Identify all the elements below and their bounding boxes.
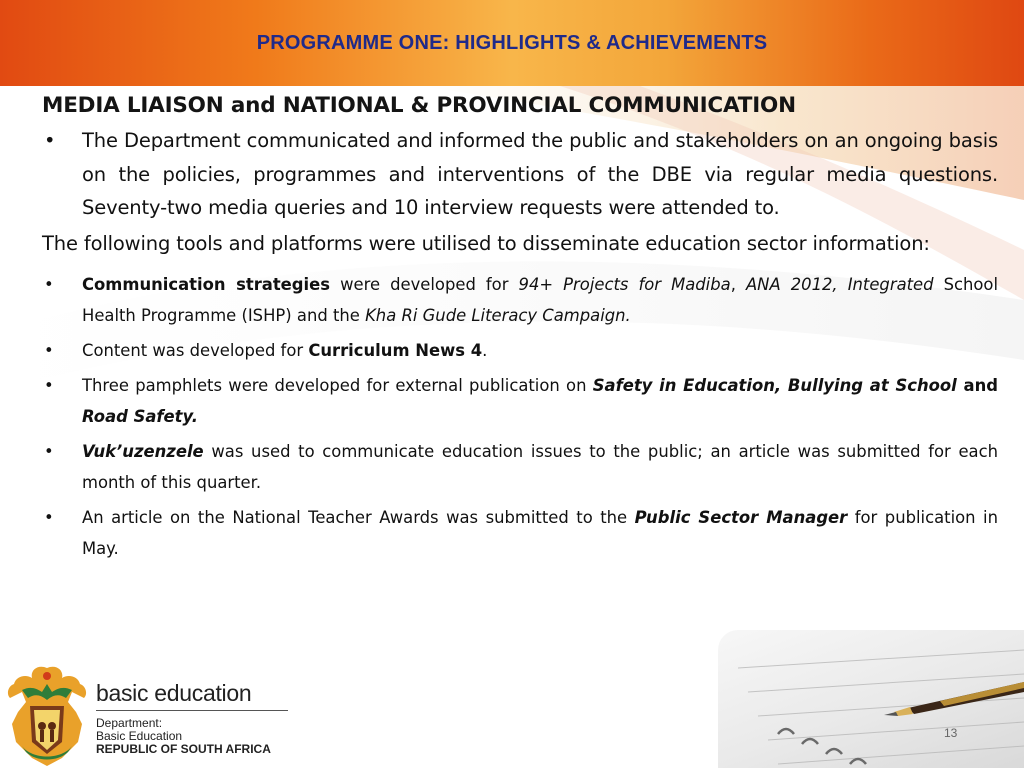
coat-of-arms-icon <box>2 662 92 768</box>
bullet-marker: • <box>44 340 54 360</box>
logo-line-basic-education: Basic Education <box>96 729 183 743</box>
page-number: 13 <box>944 726 958 740</box>
bullet-marker: • <box>44 441 54 461</box>
bullet-text: Three pamphlets were developed for external publication on <box>82 375 593 395</box>
logo-line-department: Department: <box>96 716 163 730</box>
bullet-bold-text: and <box>956 375 999 395</box>
bullet-text: were developed for <box>330 274 519 294</box>
bullet-bold-italic-text: Public Sector Manager <box>634 507 848 527</box>
bullet-bold-italic-text: Road Safety. <box>82 406 198 426</box>
bullet-text: Content was developed for <box>82 340 309 360</box>
intro-paragraph: The following tools and platforms were utilised to disseminate education sector information: <box>42 231 930 255</box>
bullet-text: . <box>482 340 488 360</box>
slide-body <box>42 90 998 564</box>
bullet-marker: • <box>44 375 54 395</box>
bullet-pamphlets <box>42 370 998 432</box>
bullet-vukuzenzele <box>42 436 998 498</box>
section-heading: MEDIA LIAISON and NATIONAL & PROVINCIAL COMMUNICATION <box>42 93 796 118</box>
notebook-pen-image <box>718 630 1024 768</box>
bullet-bold-italic-text: Vuk’uzenzele <box>82 441 204 461</box>
title-bar <box>0 0 1024 86</box>
bullet-italic-text: 94+ Projects for Madiba <box>518 274 731 294</box>
bullet-bold-text: Curriculum News 4 <box>308 340 483 360</box>
bullet-text: for publication in May. <box>82 507 998 558</box>
logo-wordmark: basic education <box>96 680 252 706</box>
bullet-bold-italic-text: Safety in Education, Bullying at School <box>592 375 957 395</box>
bullet-bold-text: Communication strategies <box>82 274 331 294</box>
logo-line-republic: REPUBLIC OF SOUTH AFRICA <box>96 742 271 756</box>
bullet-text: An article on the National Teacher Awards was submitted to the <box>82 507 635 527</box>
logo-divider <box>96 710 288 711</box>
bullet-communication-strategies <box>42 269 998 331</box>
bullet-curriculum-news <box>42 335 998 366</box>
bullet-italic-text: Kha Ri Gude Literacy Campaign. <box>365 305 631 325</box>
bullet-marker: • <box>44 129 56 152</box>
intro-bullet <box>42 124 998 225</box>
bullet-text: , <box>730 274 746 294</box>
bullet-teacher-awards <box>42 502 998 564</box>
bullet-text: School Health Programme (ISHP) and the <box>82 274 999 325</box>
slide-title: PROGRAMME ONE: HIGHLIGHTS & ACHIEVEMENTS <box>256 32 768 54</box>
department-logo <box>0 662 300 768</box>
bullet-marker: • <box>44 274 54 294</box>
bullet-text: was used to communicate education issues to the public; an article was submitted for each month of this quarter. <box>82 441 998 492</box>
bullet-italic-text: ANA 2012, Integrated <box>745 274 934 294</box>
bullet-marker: • <box>44 507 54 527</box>
intro-bullet-text: The Department communicated and informed the public and stakeholders on an ongoing basis on the policies, programmes and interventions of the DBE via regular media questions. Seventy-two media queries and 10 interview requests were attended to. <box>82 129 998 219</box>
notebook-pen-illustration <box>718 630 1024 768</box>
